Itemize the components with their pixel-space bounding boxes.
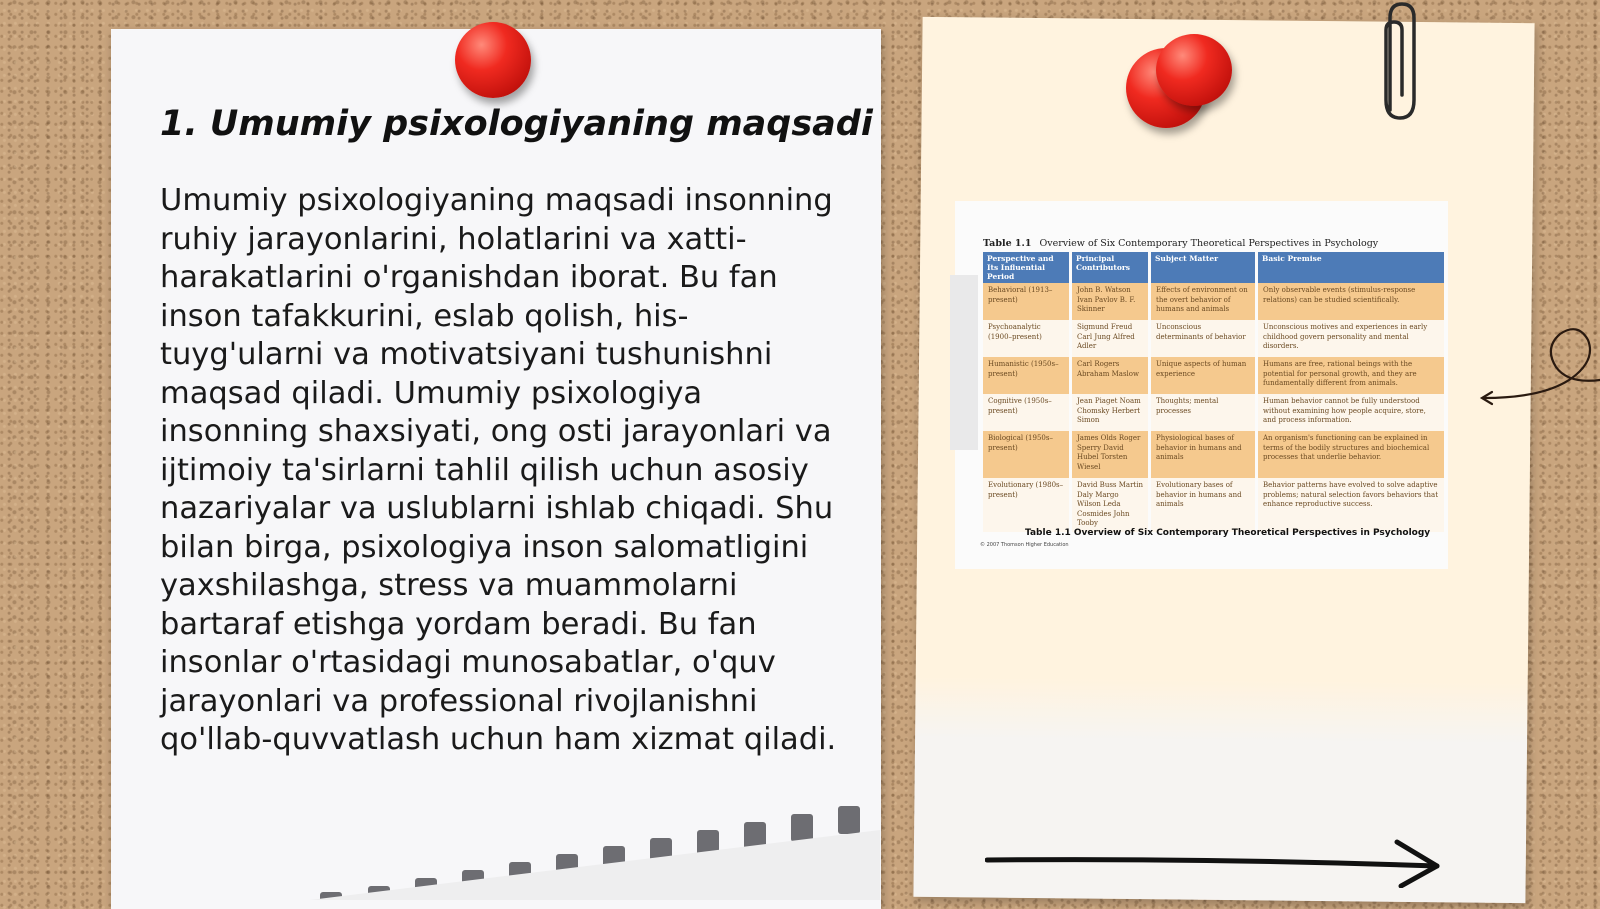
table-cell: Psychoanalytic (1900–present) [983,320,1072,357]
table-row [983,283,1447,320]
table-caption [983,238,1378,249]
table-cell: Evolutionary bases of behavior in humans and animals [1151,478,1258,532]
paperclip-icon [1378,0,1422,125]
slide-title: 1. Umumiy psixologiyaning maqsadi [160,104,873,144]
curly-arrow-icon [1478,312,1600,407]
table-cell: Biological (1950s–present) [983,431,1072,478]
table-cell: Sigmund Freud Carl Jung Alfred Adler [1072,320,1151,357]
table-cell: James Olds Roger Sperry David Hubel Torsten Wiesel [1072,431,1151,478]
table-cell: Unique aspects of human experience [1151,357,1258,394]
table-row [983,478,1447,532]
table-image-shadow [950,275,978,450]
table-row [983,320,1447,357]
table-cell: Effects of environment on the overt behavior of humans and animals [1151,283,1258,320]
table-cell: Humans are free, rational beings with the potential for personal growth, and they are fundamentally different from animals. [1258,357,1447,394]
table-cell: Only observable events (stimulus-response relations) can be studied scientifically. [1258,283,1447,320]
table-caption-title: Overview of Six Contemporary Theoretical Perspectives in Psychology [1039,238,1379,249]
table-cell: Unconscious determinants of behavior [1151,320,1258,357]
table-cell: Carl Rogers Abraham Maslow [1072,357,1151,394]
perspectives-table [983,252,1447,532]
table-cell: Physiological bases of behavior in humans and animals [1151,431,1258,478]
column-header: Perspective and Its Influential Period [983,252,1072,283]
table-row [983,431,1447,478]
push-pin-icon [455,22,531,98]
column-header: Principal Contributors [1072,252,1151,283]
push-pin-icon [1156,34,1232,106]
table-copyright: © 2007 Thomson Higher Education [980,542,1069,548]
column-header: Basic Premise [1258,252,1447,283]
table-row [983,394,1447,431]
table-cell: John B. Watson Ivan Pavlov B. F. Skinner [1072,283,1151,320]
long-arrow-icon [985,838,1445,888]
table-cell: Humanistic (1950s–present) [983,357,1072,394]
table-cell: David Buss Martin Daly Margo Wilson Leda Cosmides John Tooby [1072,478,1151,532]
table-cell: Behavioral (1913–present) [983,283,1072,320]
slide-body-text: Umumiy psixologiyaning maqsadi insonning ruhiy jarayonlarini, holatlarini va xatti-harakatlarini o'rganishdan iborat. Bu fan inson tafakkurini, eslab qolish, his-tuyg'ularni va motivatsiyani tushunishni maqsad qiladi. Umumiy psixologiya insonning shaxsiyati, ong osti jarayonlari va ijtimoiy ta'sirlarni tahlil qilish uchun asosiy nazariyalar va uslublarni ishlab chiqadi. Shu bilan birga, psixologiya inson salomatligini yaxshilashga, stress va muammolarni bartaraf etishga yordam beradi. Bu fan insonlar o'rtasidagi munosabatlar, o'quv jarayonlari va professional rivojlanishni qo'llab-quvvatlash uchun ham xizmat qiladi. [160,183,837,757]
table-row [983,357,1447,394]
table-cell: An organism's functioning can be explained in terms of the bodily structures and biochemical processes that underlie behavior. [1258,431,1447,478]
table-caption-label: Table 1.1 [983,238,1032,249]
table-footer-caption: Table 1.1 Overview of Six Contemporary Theoretical Perspectives in Psychology [1025,528,1431,538]
table-cell: Human behavior cannot be fully understood without examining how people acquire, store, and process information. [1258,394,1447,431]
table-cell: Cognitive (1950s–present) [983,394,1072,431]
spiral-binding-tabs [310,800,880,900]
table-cell: Thoughts; mental processes [1151,394,1258,431]
table-cell: Evolutionary (1980s–present) [983,478,1072,532]
table-cell: Behavior patterns have evolved to solve adaptive problems; natural selection favors behaviors that enhance reproductive success. [1258,478,1447,532]
table-cell: Unconscious motives and experiences in early childhood govern personality and mental disorders. [1258,320,1447,357]
table-cell: Jean Piaget Noam Chomsky Herbert Simon [1072,394,1151,431]
column-header: Subject Matter [1151,252,1258,283]
